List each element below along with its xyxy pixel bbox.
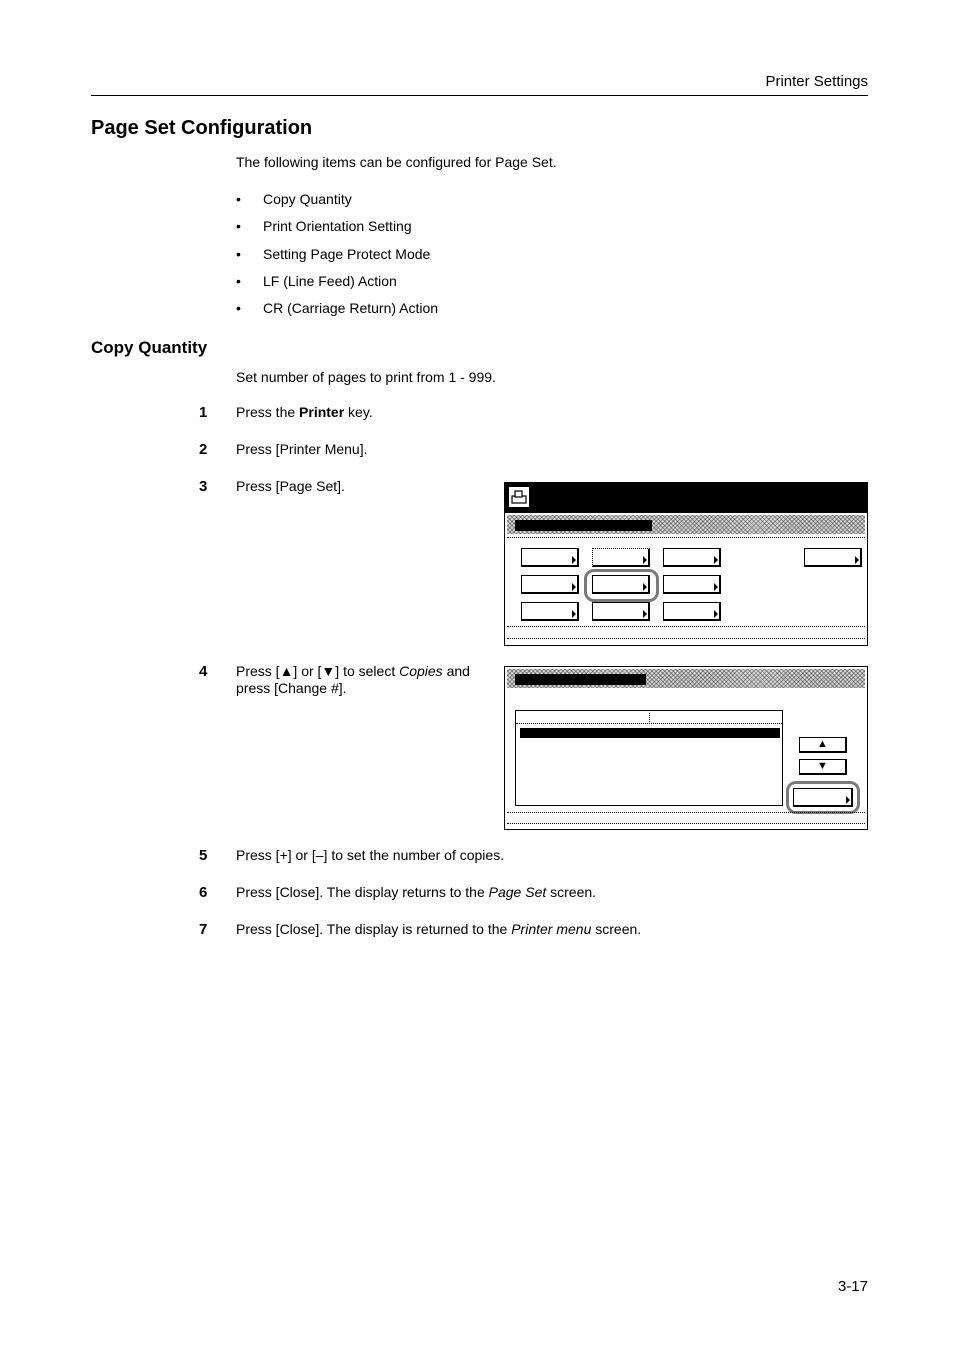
copy-quantity-screen [504, 666, 868, 830]
intro-text: The following items can be configured for Page Set. [236, 154, 557, 170]
screen-header-band [507, 515, 865, 534]
list-item: Setting Page Protect Mode [263, 246, 431, 262]
list-item: Print Orientation Setting [263, 218, 412, 234]
menu-button[interactable] [663, 548, 721, 567]
bullet-marker: • [236, 191, 241, 207]
page-title: Page Set Configuration [91, 117, 313, 139]
list-item-copies-selected[interactable] [520, 728, 780, 738]
down-arrow-button[interactable]: ▼ [799, 759, 847, 775]
list-item: LF (Line Feed) Action [263, 273, 397, 289]
bullet-marker: • [236, 273, 241, 289]
step-number: 5 [199, 847, 208, 864]
section-heading: Copy Quantity [91, 338, 208, 357]
step-text: Press [Close]. The display is returned to the Printer menu screen. [236, 921, 642, 937]
list-item: Copy Quantity [263, 191, 352, 207]
menu-button[interactable] [592, 548, 650, 567]
screen-title-bar [505, 483, 867, 513]
bullet-marker: • [236, 246, 241, 262]
settings-list[interactable] [515, 710, 783, 806]
menu-button[interactable] [521, 602, 579, 621]
step-text: Press the Printer key. [236, 404, 373, 420]
step-text: Press [▲] or [▼] to select Copies and press [Change #]. [236, 663, 470, 696]
menu-button[interactable] [592, 602, 650, 621]
step-number: 6 [199, 884, 208, 901]
header-rule [91, 95, 868, 96]
menu-button[interactable] [663, 575, 721, 594]
bullet-marker: • [236, 218, 241, 234]
step-number: 2 [199, 441, 208, 458]
menu-button[interactable] [663, 602, 721, 621]
step-text: Press [+] or [–] to set the number of copies. [236, 847, 505, 863]
menu-button[interactable] [804, 548, 862, 567]
running-header: Printer Settings [765, 73, 868, 90]
step-number: 1 [199, 404, 208, 421]
step-text: Press [Close]. The display returns to the Page Set screen. [236, 884, 597, 900]
section-description: Set number of pages to print from 1 - 999. [236, 369, 496, 385]
list-item: CR (Carriage Return) Action [263, 300, 439, 316]
screen-heading [515, 520, 652, 531]
up-arrow-button[interactable]: ▲ [799, 737, 847, 753]
step-number: 3 [199, 478, 208, 495]
screen-header-band [507, 669, 865, 688]
menu-button[interactable] [521, 548, 579, 567]
step-text: Press [Printer Menu]. [236, 441, 368, 457]
highlight-ring [584, 569, 659, 602]
page-number: 3-17 [837, 1278, 868, 1295]
screen-heading [515, 674, 646, 685]
step-text: Press [Page Set]. [236, 478, 345, 494]
menu-button[interactable] [521, 575, 579, 594]
printer-mode-icon [509, 487, 529, 507]
highlight-ring [786, 781, 860, 814]
bullet-marker: • [236, 300, 241, 316]
step-number: 7 [199, 921, 208, 938]
page-set-screen [504, 482, 868, 646]
step-number: 4 [199, 663, 208, 680]
